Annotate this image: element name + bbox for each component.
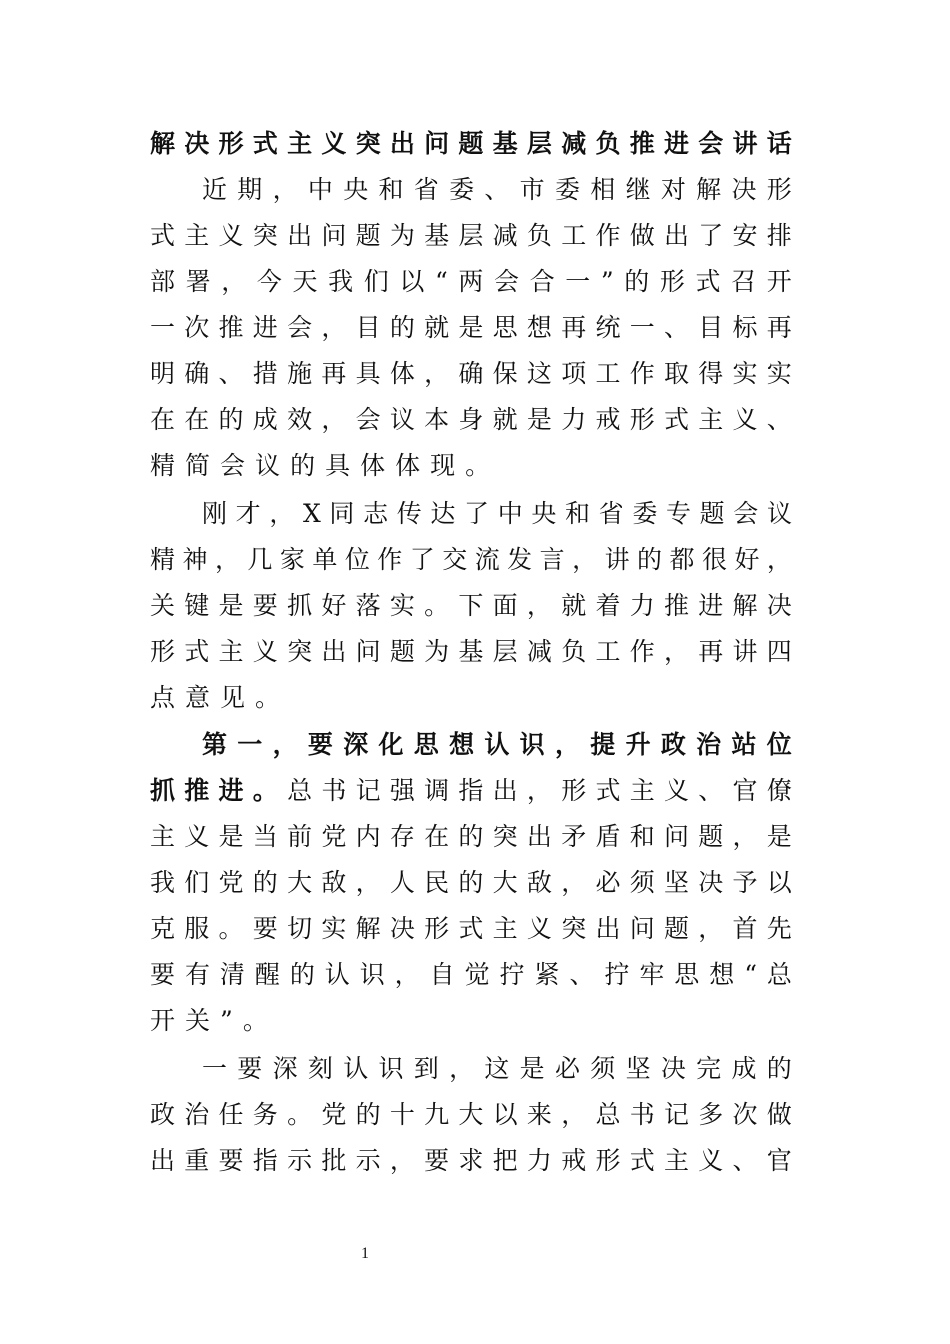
page-number: 1 bbox=[361, 1245, 369, 1262]
paragraph-line: 刚 才 ， X 同 志 传 达 了 中 央 和 省 委 专 题 会 议 bbox=[202, 499, 792, 528]
paragraph-line: 开 关 ” 。 bbox=[150, 1006, 268, 1035]
paragraph-line: 克 服 。 要 切 实 解 决 形 式 主 义 突 出 问 题 ， 首 先 bbox=[150, 914, 792, 943]
paragraph-line: 一 要 深 刻 认 识 到 ， 这 是 必 须 坚 决 完 成 的 bbox=[202, 1054, 792, 1083]
paragraph-line: 部 署 ， 今 天 我 们 以 “ 两 会 合 一 ” 的 形 式 召 开 bbox=[150, 267, 792, 296]
paragraph-line: 我 们 党 的 大 敌 ， 人 民 的 大 敌 ， 必 须 坚 决 予 以 bbox=[150, 868, 792, 897]
paragraph-line: 点 意 见 。 bbox=[150, 683, 281, 712]
paragraph-line: 精 神 ， 几 家 单 位 作 了 交 流 发 言 ， 讲 的 都 很 好 ， bbox=[150, 545, 792, 574]
paragraph-line: 一 次 推 进 会 ， 目 的 就 是 思 想 再 统 一 、 目 标 再 bbox=[150, 313, 792, 342]
paragraph-line: 精 简 会 议 的 具 体 体 现 。 bbox=[150, 451, 491, 480]
paragraph-line: 出 重 要 指 示 批 示 ， 要 求 把 力 戒 形 式 主 义 、 官 bbox=[150, 1146, 792, 1175]
paragraph-line: 要 有 清 醒 的 认 识 ， 自 觉 拧 紧 、 拧 牢 思 想 “ 总 bbox=[150, 960, 792, 989]
document-title: 解 决 形 式 主 义 突 出 问 题 基 层 减 负 推 进 会 讲 话 bbox=[150, 129, 792, 158]
paragraph-line: 抓 推 进 。 总 书 记 强 调 指 出 ， 形 式 主 义 、 官 僚 bbox=[150, 776, 792, 805]
paragraph-line: 政 治 任 务 。 党 的 十 九 大 以 来 ， 总 书 记 多 次 做 bbox=[150, 1100, 792, 1129]
paragraph-line: 明 确 、 措 施 再 具 体 ， 确 保 这 项 工 作 取 得 实 实 bbox=[150, 359, 792, 388]
paragraph-line: 第 一 ， 要 深 化 思 想 认 识 ， 提 升 政 治 站 位 bbox=[202, 730, 792, 759]
paragraph-line: 在 在 的 成 效 ， 会 议 本 身 就 是 力 戒 形 式 主 义 、 bbox=[150, 405, 792, 434]
paragraph-line: 形 式 主 义 突 出 问 题 为 基 层 减 负 工 作 ， 再 讲 四 bbox=[150, 637, 792, 666]
paragraph-line: 主 义 是 当 前 党 内 存 在 的 突 出 矛 盾 和 问 题 ， 是 bbox=[150, 822, 792, 851]
paragraph-line: 关 键 是 要 抓 好 落 实 。 下 面 ， 就 着 力 推 进 解 决 bbox=[150, 591, 792, 620]
paragraph-line: 近 期 ， 中 央 和 省 委 、 市 委 相 继 对 解 决 形 bbox=[202, 175, 792, 204]
paragraph-line: 式 主 义 突 出 问 题 为 基 层 减 负 工 作 做 出 了 安 排 bbox=[150, 221, 792, 250]
